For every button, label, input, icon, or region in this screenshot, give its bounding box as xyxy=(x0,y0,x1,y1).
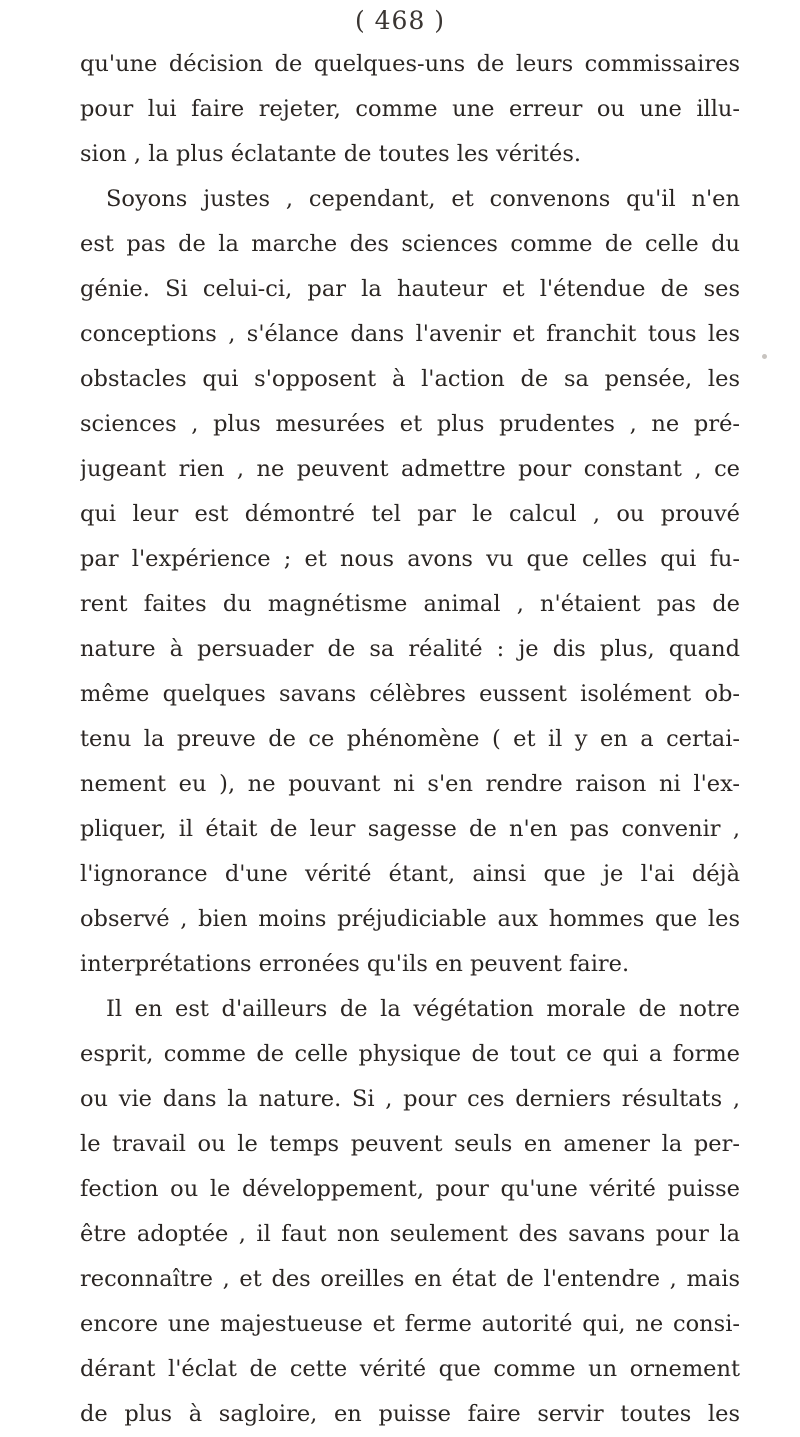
text-line: jugeant rien , ne peuvent admettre pour constant , ce xyxy=(80,456,740,482)
text-line: ou vie dans la nature. Si , pour ces derniers résultats , xyxy=(80,1086,740,1112)
text-line: qu'une décision de quelques-uns de leurs commissaires xyxy=(80,51,740,77)
text-line: interprétations erronées qu'ils en peuvent faire. xyxy=(80,951,630,977)
text-line: nature à persuader de sa réalité : je dis plus, quand xyxy=(80,636,740,662)
text-line: tenu la preuve de ce phénomène ( et il y en a certai- xyxy=(80,726,740,752)
text-line: Il en est d'ailleurs de la végétation morale de notre xyxy=(106,996,740,1022)
text-line: rent faites du magnétisme animal , n'étaient pas de xyxy=(80,591,740,617)
text-line: esprit, comme de celle physique de tout ce qui a forme xyxy=(80,1041,740,1067)
text-line: pliquer, il était de leur sagesse de n'en pas convenir , xyxy=(80,816,740,842)
page-number: ( 468 ) xyxy=(354,6,446,35)
text-line: conceptions , s'élance dans l'avenir et franchit tous les xyxy=(80,321,740,347)
text-line: obstacles qui s'opposent à l'action de sa pensée, les xyxy=(80,366,740,392)
text-line: fection ou le développement, pour qu'une vérité puisse xyxy=(80,1176,740,1202)
text-line: le travail ou le temps peuvent seuls en amener la per- xyxy=(80,1131,740,1157)
text-line: génie. Si celui-ci, par la hauteur et l'étendue de ses xyxy=(80,276,740,302)
text-line: nement eu ), ne pouvant ni s'en rendre raison ni l'ex- xyxy=(80,771,740,797)
text-line: être adoptée , il faut non seulement des savans pour la xyxy=(80,1221,740,1247)
body-text xyxy=(80,42,740,1437)
text-line: même quelques savans célèbres eussent isolément ob- xyxy=(80,681,740,707)
text-line: sion , la plus éclatante de toutes les vérités. xyxy=(80,141,582,167)
text-line: qui leur est démontré tel par le calcul , ou prouvé xyxy=(80,501,740,527)
ink-speck xyxy=(762,354,767,359)
text-line: Soyons justes , cependant, et convenons qu'il n'en xyxy=(106,186,740,212)
text-line: sciences , plus mesurées et plus prudentes , ne pré- xyxy=(80,411,740,437)
text-line: dérant l'éclat de cette vérité que comme un ornement xyxy=(80,1356,740,1382)
text-line: l'ignorance d'une vérité étant, ainsi que je l'ai déjà xyxy=(80,861,740,887)
text-line: de plus à sagloire, en puisse faire servir toutes les xyxy=(80,1401,740,1427)
text-line: encore une majestueuse et ferme autorité qui, ne consi- xyxy=(80,1311,740,1337)
text-line: observé , bien moins préjudiciable aux hommes que les xyxy=(80,906,740,932)
text-line: est pas de la marche des sciences comme de celle du xyxy=(80,231,740,257)
text-line: pour lui faire rejeter, comme une erreur ou une illu- xyxy=(80,96,740,122)
text-line: par l'expérience ; et nous avons vu que celles qui fu- xyxy=(80,546,740,572)
text-line: reconnaître , et des oreilles en état de l'entendre , mais xyxy=(80,1266,740,1292)
